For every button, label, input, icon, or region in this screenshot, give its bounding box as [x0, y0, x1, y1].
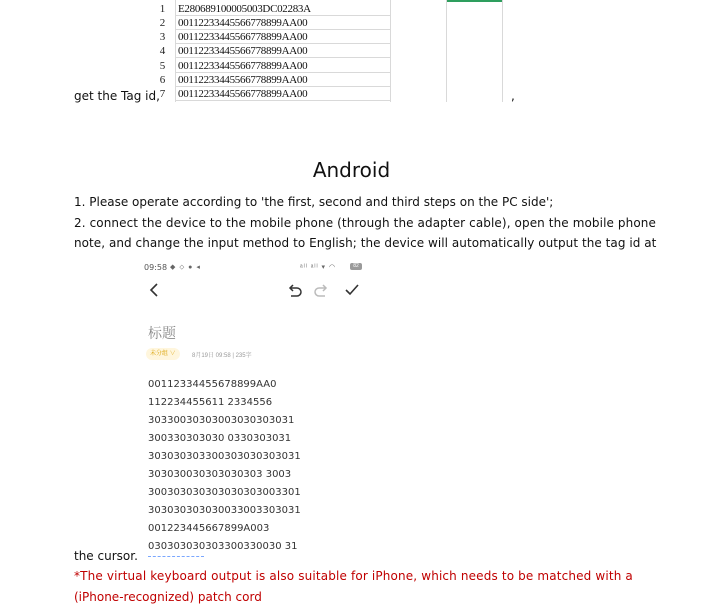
table-row	[150, 16, 510, 30]
table-row	[150, 73, 510, 87]
row-number: 5	[159, 60, 166, 72]
note-line: 303030030303030303 3003	[148, 469, 292, 480]
get-tag-label: get the Tag id,	[74, 89, 160, 103]
tag-id-cell[interactable]: 00112233445566778899AA00	[176, 16, 390, 30]
back-icon[interactable]	[148, 283, 160, 297]
table-row	[150, 2, 510, 16]
table-row	[150, 59, 510, 73]
tag-id-cell[interactable]: E280689100005003DC02283A	[176, 2, 390, 16]
signal-wifi-icons: ᵃˡˡ ᵃˡˡ ▾ ◠	[300, 264, 337, 271]
note-line: 303030303030033003303031	[148, 505, 301, 516]
text-cursor	[148, 556, 204, 557]
row-number: 4	[159, 45, 166, 57]
note-line: 30330030303003030303031	[148, 415, 295, 426]
tag-id-cell[interactable]: 00112233445566778899AA00	[176, 73, 390, 87]
tag-id-cell[interactable]: 00112233445566778899AA00	[176, 87, 390, 101]
status-notification-icons: ◆ ⬦ ● ◂	[170, 264, 201, 271]
step-1-text: 1. Please operate according to 'the first, second and third steps on the PC side';	[74, 195, 554, 209]
trailing-comma: ,	[511, 89, 515, 103]
row-number: 3	[159, 31, 166, 43]
iphone-note-cont: (iPhone-recognized) patch cord	[74, 590, 262, 604]
note-body[interactable]	[148, 376, 368, 556]
table-row	[150, 87, 510, 101]
table-row	[150, 30, 510, 44]
tag-id-cell[interactable]: 00112233445566778899AA00	[176, 59, 390, 73]
row-number: 7	[159, 88, 166, 100]
undo-icon[interactable]	[286, 283, 302, 297]
row-number: 6	[159, 74, 166, 86]
iphone-note: *The virtual keyboard output is also suitable for iPhone, which needs to be matched with a	[74, 569, 633, 583]
tag-id-cell[interactable]: 00112233445566778899AA00	[176, 44, 390, 58]
tag-id-cell[interactable]: 00112233445566778899AA00	[176, 30, 390, 44]
step-2-text-cont: note, and change the input method to English; the device will automatically output the tag id at	[74, 236, 657, 250]
check-icon[interactable]	[344, 283, 360, 297]
note-line: 001223445667899A003	[148, 523, 270, 534]
note-line: 112234455611 2334556	[148, 397, 273, 408]
section-heading: Android	[312, 158, 391, 182]
redo-icon[interactable]	[314, 283, 330, 297]
note-line: 303030303300303030303031	[148, 451, 301, 462]
note-line: 300330303030 0330303031	[148, 433, 292, 444]
note-meta: 8月19日 09:58 | 235字	[192, 353, 252, 359]
battery-icon: 82	[350, 263, 362, 270]
category-chip[interactable]: 未分组 ∨	[146, 348, 180, 360]
row-number: 2	[159, 17, 166, 29]
row-number: 1	[159, 3, 166, 15]
status-time: 09:58	[144, 263, 168, 272]
spreadsheet-snippet	[150, 0, 510, 102]
cursor-text: the cursor.	[74, 549, 138, 563]
table-row	[150, 44, 510, 58]
step-2-text: 2. connect the device to the mobile phone (through the adapter cable), open the mobile phone	[74, 216, 656, 230]
note-line: 00112334455678899AA0	[148, 379, 277, 390]
note-line: 030303030303300330030 31	[148, 541, 298, 552]
note-title[interactable]: 标题	[148, 326, 176, 342]
note-line: 300303030303030303003301	[148, 487, 301, 498]
